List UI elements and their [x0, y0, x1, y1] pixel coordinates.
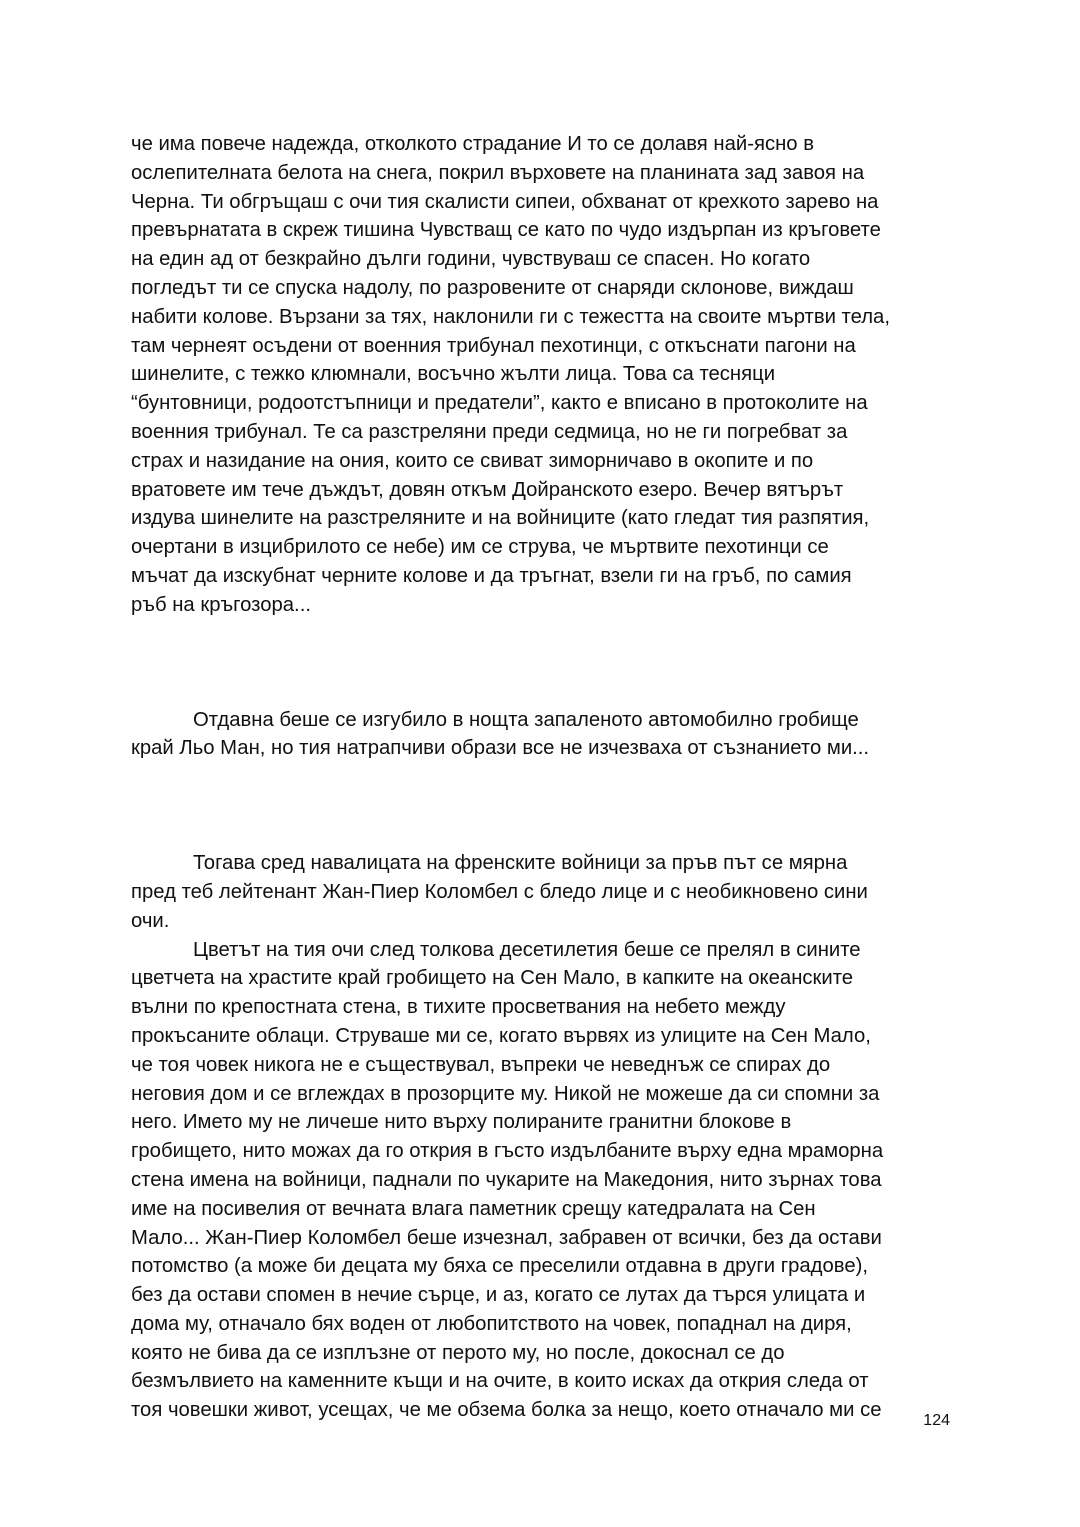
paragraph-3: Тогава сред навалицата на френските войници за пръв път се мярна пред теб лейтенант Жан-Пиер Коломбел с бледо лице и с необикновено сини очи.: [131, 852, 868, 932]
paragraph-spacer: [131, 620, 961, 706]
page-number: 124: [923, 1412, 950, 1429]
paragraph-2: Отдавна беше се изгубило в нощта запаленото автомобилно гробище край Льо Ман, но тия натрапчиви образи все не изчезваха от съзнанието ми...: [131, 708, 870, 760]
document-body: [131, 130, 961, 1425]
paragraph-spacer: [131, 763, 961, 849]
paragraph-1: че има повече надежда, отколкото страдание И то се долавя най-ясно в ослепителната белота на снега, покрил върховете на планината зад завоя на Черна. Ти обгръщаш с очи тия скалисти сипеи, обхванат от крехкото зарево на превърнатата в скреж тишина Чувстващ се като по чудо издърпан из кръговете на един ад от безкрайно дълги години, чувствуваш се спасен. Но когато погледът ти се спуска надолу, по разровените от снаряди склонове, виждаш набити колове. Вързани за тях, наклонили ги с тежестта на своите мъртви тела, там чернеят осъдени от военния трибунал пехотинци, с откъснати пагони на шинелите, с тежко клюмнали, восъчно жълти лица. Това са тесняци “бунтовници, родоотстъпници и предатели”, както е вписано в протоколите на военния трибунал. Те са разстреляни преди седмица, но не ги погребват за страх и назидание на ония, които се свиват зиморничаво в окопите и по вратовете им тече дъждът, довян откъм Дойранското езеро. Вечер вятърът издува шинелите на разстреляните и на войниците (като гледат тия разпятия, очертани в изцибрилото се небе) им се струва, че мъртвите пехотинци се мъчат да изскубнат черните колове и да тръгнат, взели ги на гръб, по самия ръб на кръгозора...: [131, 133, 890, 616]
paragraph-4: Цветът на тия очи след толкова десетилетия беше се прелял в сините цветчета на храстите край гробището на Сен Мало, в капките на океанските вълни по крепостната стена, в тихите просветвания на небето между прокъсаните облаци. Струваше ми се, когато вървях из улиците на Сен Мало, че тоя човек никога не е съществувал, въпреки че неведнъж се спирах до неговия дом и се вглеждах в прозорците му. Никой не можеше да си спомни за него. Името му не личеше нито върху полираните гранитни блокове в гробището, нито можах да го открия в гъсто издълбаните върху една мраморна стена имена на войници, паднали по чукарите на Македония, нито зърнах това име на посивелия от вечната влага паметник срещу катедралата на Сен Мало... Жан-Пиер Коломбел беше изчезнал, забравен от всички, без да остави потомство (а може би децата му бяха се преселили отдавна в други градове), без да остави спомен в нечие сърце, и аз, когато се лутах да търся улицата и дома му, отначало бях воден от любопитството на човек, попаднал на диря, която не бива да се изплъзне от перото му, но после, докоснал се до безмълвието на каменните къщи и на очите, в които исках да открия следа от тоя човешки живот, усещах, че ме обзема болка за нещо, което отначало ми се: [131, 938, 884, 1422]
